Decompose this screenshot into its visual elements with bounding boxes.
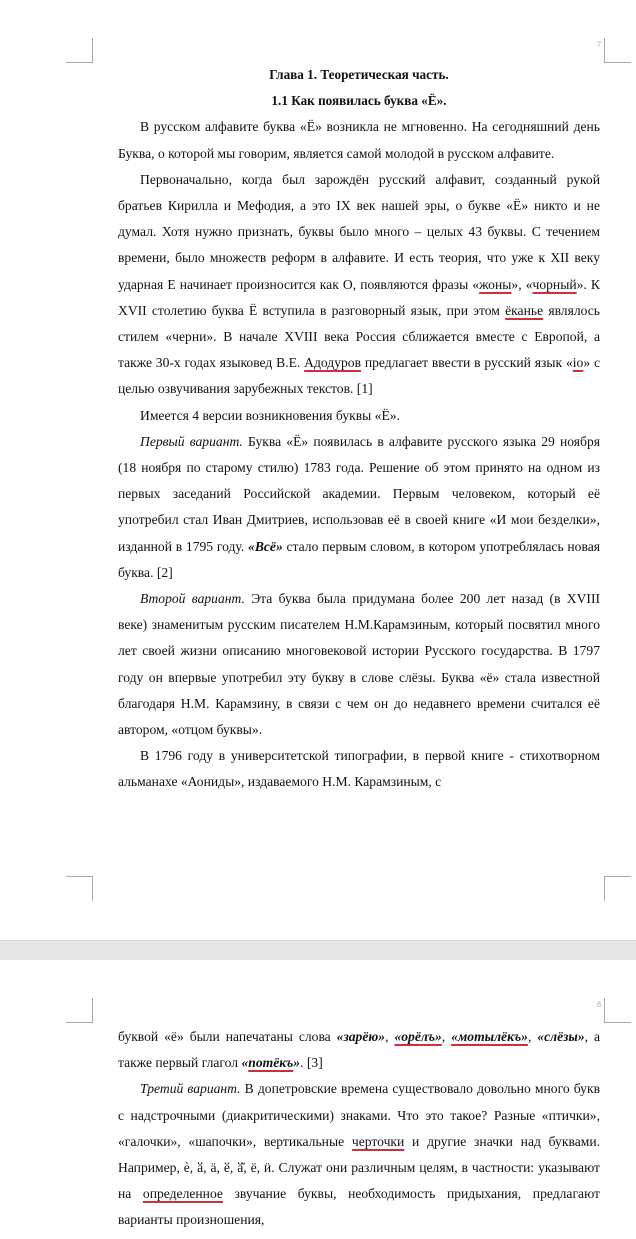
- paragraph-1796: В 1796 году в университетской типографии, в первой книге - стихотворном альманахе «Аониды», издаваемого Н.М. Карамзиным, с: [118, 748, 600, 790]
- paragraph-second-version: Второй вариант. Эта буква была придумана более 200 лет назад (в XVIII веке) знаменитым русским писателем Н.М.Карамзиным, который посвятил много лет своей жизни описанию многовековой истории Русского государства. В 1797 году он впервые употребил эту букву в слове слёзы. Буква «ё» стала известной благодаря Н.М. Карамзину, в связи с чем он до недавнего времени считался её автором, «отцом буквы».: [118, 591, 601, 738]
- underlined-word: ёканье: [505, 302, 544, 318]
- document-page-8: [0, 960, 636, 1239]
- emphasized-word: «мотылёкъ»: [451, 1029, 528, 1044]
- emphasized-word: потёкъ: [248, 1055, 294, 1071]
- underlined-word: черточки: [351, 1133, 405, 1149]
- underlined-word: Адодуров: [304, 355, 362, 371]
- margin-corner-top-right: [604, 38, 631, 63]
- margin-corner-bottom-left: [66, 876, 93, 901]
- margin-corner-top-left: [66, 38, 93, 63]
- page-number: 8: [597, 1000, 601, 1009]
- margin-corner-bottom-right: [604, 876, 631, 901]
- page-number: 7: [597, 40, 601, 49]
- margin-corner-top-left: [66, 998, 93, 1023]
- page-body: [118, 1024, 600, 1234]
- section-heading: 1.1 Как появилась буква «Ё».: [271, 93, 447, 109]
- emphasized-word: «Всё»: [248, 538, 283, 554]
- margin-corner-top-right: [604, 998, 631, 1023]
- paragraph-first-version: Первый вариант. Буква «Ё» появилась в алфавите русского языка 29 ноября (18 ноября по старому стилю) 1783 года. Решение об этом принято на одном из первых заседаний Российской академии. Первым человеком, который её употребил стал Иван Дмитриев, использовав её в своей книге «И мои безделки», изданной в 1795 году. «Всё» стало первым словом, в котором употреблялась новая буква. [2]: [118, 433, 601, 580]
- paragraph-history: Первоначально, когда был зарождён русский алфавит, созданный рукой братьев Кирилла и Мефодия, а это IX век нашей эры, о букве «Ё» никто и не думал. Хотя нужно признать, буквы было много – целых 43 буквы. С течением времени, было множеств реформ в алфавите. И есть теория, что уже к XII веку ударная Е начинает произносится как О, появляются фразы «жоны», «чорный». К XVII столетию буква Ё вступила в разговорный язык, при этом ёканье являлось стилем «черни». В начале XVIII века Россия сближается вместе с Европой, а также 30-х годах языковед В.Е. Адодуров предлагает ввести в русский язык «io» с целью озвучивания зарубежных текстов. [1]: [118, 171, 600, 397]
- underlined-word: io: [572, 355, 584, 371]
- underlined-word: определенное: [142, 1186, 223, 1202]
- version-label: Второй вариант.: [140, 591, 245, 607]
- emphasized-word: «слёзы»: [537, 1029, 585, 1044]
- underlined-word: жоны: [479, 276, 512, 292]
- emphasized-word: «орёлъ»: [394, 1029, 442, 1044]
- paragraph-third-version: Третий вариант. В допетровские времена существовало довольно много букв с надстрочными (диакритическими) знаками. Что это такое? Разные «птички», «галочки», «шапочки», вертикальные черточки и другие значки над буквами. Например, ѐ, ӑ, ӓ, ӗ, ӑ̆, ё, ӥ. Служат они различным целям, в частности: указывают на определенное звучание буквы, необходимость придыхания, предлагают варианты произношения,: [118, 1081, 600, 1228]
- version-label: Первый вариант.: [140, 433, 243, 449]
- emphasized-word: «зарёю»: [336, 1029, 386, 1044]
- paragraph-words: буквой «ё» были напечатаны слова «зарёю», «орёлъ», «мотылёкъ», «слёзы», а также первый глагол «потёкъ». [3]: [118, 1029, 601, 1071]
- page-body: [118, 62, 600, 796]
- paragraph-versions: Имеется 4 версии возникновения буквы «Ё».: [140, 407, 400, 423]
- chapter-heading: Глава 1. Теоретическая часть.: [269, 67, 449, 82]
- paragraph-intro: В русском алфавите буква «Ё» возникла не мгновенно. На сегодняшний день Буква, о которой мы говорим, является самой молодой в русском алфавите.: [118, 119, 600, 161]
- version-label: Третий вариант.: [140, 1081, 241, 1097]
- page-gap: [0, 940, 636, 962]
- underlined-word: чорный: [532, 276, 577, 292]
